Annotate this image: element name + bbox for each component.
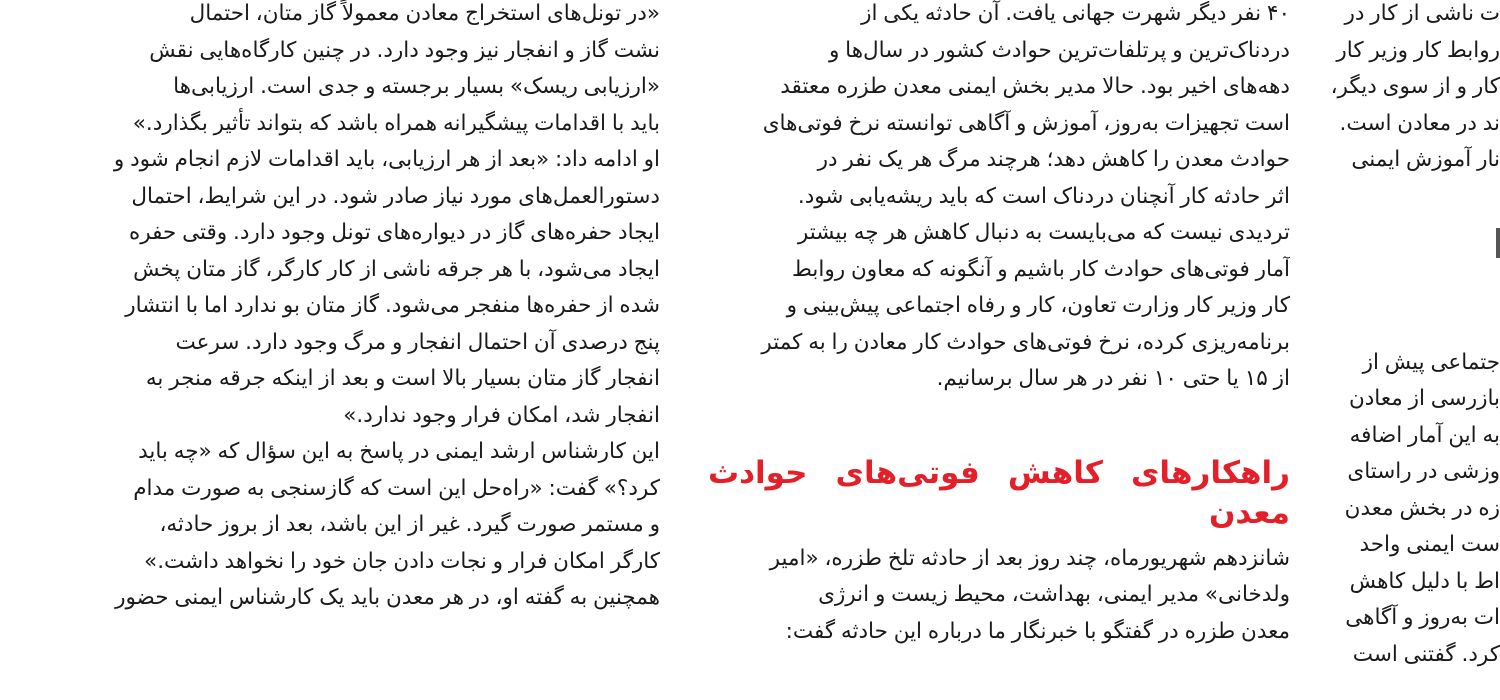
body-line: همچنین به گفته او، در هر معدن باید یک کارشناس ایمنی حضور bbox=[115, 585, 660, 610]
body-line: ات به‌روز و آگاهی bbox=[1345, 605, 1500, 630]
body-line: تردیدی نیست که می‌بایست به دنبال کاهش هر چه بیشتر bbox=[797, 220, 1290, 245]
body-line: کار وزیر کار وزارت تعاون، کار و رفاه اجتماعی پیش‌بینی و bbox=[786, 293, 1290, 318]
body-line: نشت گاز و انفجار نیز وجود دارد. در چنین کارگاه‌هایی نقش bbox=[149, 37, 660, 63]
body-line: نار آموزش ایمنی bbox=[1351, 147, 1500, 172]
body-line: و مستمر صورت گیرد. غیر از این باشد، بعد از بروز حادثه، bbox=[159, 512, 660, 537]
body-line: انفجار گاز متان بسیار بالا است و بعد از اینکه جرقه منجر به bbox=[145, 366, 660, 391]
body-line: شده از حفره‌ها منفجر می‌شود. گاز متان بو ندارد اما با انتشار bbox=[125, 293, 660, 318]
body-line: دهه‌های اخیر بود. حالا مدیر بخش ایمنی معدن طزره معتقد bbox=[780, 74, 1290, 99]
section-heading: راهکارهای کاهش فوتی‌های حوادث معدن bbox=[708, 454, 1290, 531]
body-line: وزشی در راستای bbox=[1347, 459, 1500, 484]
column-gap bbox=[1330, 179, 1500, 345]
body-line: ت ناشی از کار در bbox=[1344, 1, 1500, 26]
body-line: ولدخانی» مدیر ایمنی، بهداشت، محیط زیست و انرژی bbox=[818, 582, 1290, 607]
body-line: جتماعی پیش از bbox=[1362, 349, 1500, 375]
body-line: حوادث معدن را کاهش دهد؛ هرچند مرگ هر یک نفر در bbox=[817, 147, 1290, 172]
body-line: معدن طزره در گفتگو با خبرنگار ما درباره این حادثه گفت: bbox=[785, 618, 1290, 644]
body-line: کارگر امکان فرار و نجات دادن جان خود را نخواهد داشت.» bbox=[144, 548, 660, 574]
body-line: ست ایمنی واحد bbox=[1359, 532, 1500, 557]
body-line: باید با اقدامات پیشگیرانه همراه باشد که بتواند تأثیر بگذارد.» bbox=[132, 110, 660, 136]
body-line: او ادامه داد: «بعد از هر ارزیابی، باید اقدامات لازم انجام شود و bbox=[113, 147, 660, 172]
article-column-left bbox=[78, 0, 660, 700]
body-line: شانزدهم شهریورماه، چند روز بعد از حادثه تلخ طزره، «امیر bbox=[769, 545, 1290, 571]
body-line: «در تونل‌های استخراج معادن معمولاً گاز متان، احتمال bbox=[189, 1, 660, 26]
body-line: پنج درصدی آن احتمال انفجار و مرگ وجود دارد. سرعت bbox=[175, 329, 660, 355]
body-line: اط با دلیل کاهش bbox=[1349, 568, 1500, 594]
body-line: «ارزیابی ریسک» بسیار برجسته و جدی است. ارزیابی‌ها bbox=[173, 74, 660, 99]
body-line: این کارشناس ارشد ایمنی در پاسخ به این سؤال که «چه باید bbox=[138, 439, 660, 464]
body-line: به این آمار اضافه bbox=[1349, 422, 1500, 448]
body-line: زه در بخش معدن bbox=[1344, 495, 1500, 521]
body-line: اثر حادثه کار آنچنان دردناک است که باید ریشه‌یابی شود. bbox=[797, 183, 1290, 209]
body-line: ند در معادن است. bbox=[1339, 110, 1500, 136]
body-line: دستورالعمل‌های مورد نیاز صادر شود. در این شرایط، احتمال bbox=[131, 183, 660, 209]
body-line: کرد. گفتنی است bbox=[1352, 641, 1500, 667]
body-line: کار و از سوی دیگر، bbox=[1330, 74, 1500, 99]
body-line: ایجاد می‌شود، با هر جرقه ناشی از کار کارگر، گاز متان پخش bbox=[133, 256, 660, 282]
body-line: دردناک‌ترین و پرتلفات‌ترین حوادث کشور در سال‌ها و bbox=[828, 37, 1290, 63]
body-line: روابط کار وزیر کار bbox=[1336, 37, 1500, 63]
body-line: کرد؟» گفت: «راه‌حل این است که گازسنجی به صورت مدام bbox=[133, 475, 660, 501]
article-column-right bbox=[1330, 0, 1500, 700]
page-edge-mark bbox=[1496, 228, 1500, 258]
body-line: از ۱۵ یا حتی ۱۰ نفر در هر سال برسانیم. bbox=[936, 366, 1290, 391]
body-line: برنامه‌ریزی کرده، نرخ فوتی‌های حوادث کار معادن را به کمتر bbox=[761, 329, 1290, 355]
body-line: انفجار شد، امکان فرار وجود ندارد.» bbox=[343, 402, 660, 428]
article-column-middle bbox=[708, 0, 1290, 700]
body-line: بازرسی از معادن bbox=[1348, 386, 1500, 411]
body-line: ایجاد حفره‌های گاز در دیواره‌های تونل وجود دارد. وقتی حفره bbox=[128, 220, 660, 245]
body-line: آمار فوتی‌های حوادث کار باشیم و آنگونه که معاون روابط bbox=[792, 256, 1290, 282]
body-line: ۴۰ نفر دیگر شهرت جهانی یافت. آن حادثه یکی از bbox=[861, 1, 1290, 26]
body-line: است تجهیزات به‌روز، آموزش و آگاهی توانسته نرخ فوتی‌های bbox=[762, 110, 1290, 136]
